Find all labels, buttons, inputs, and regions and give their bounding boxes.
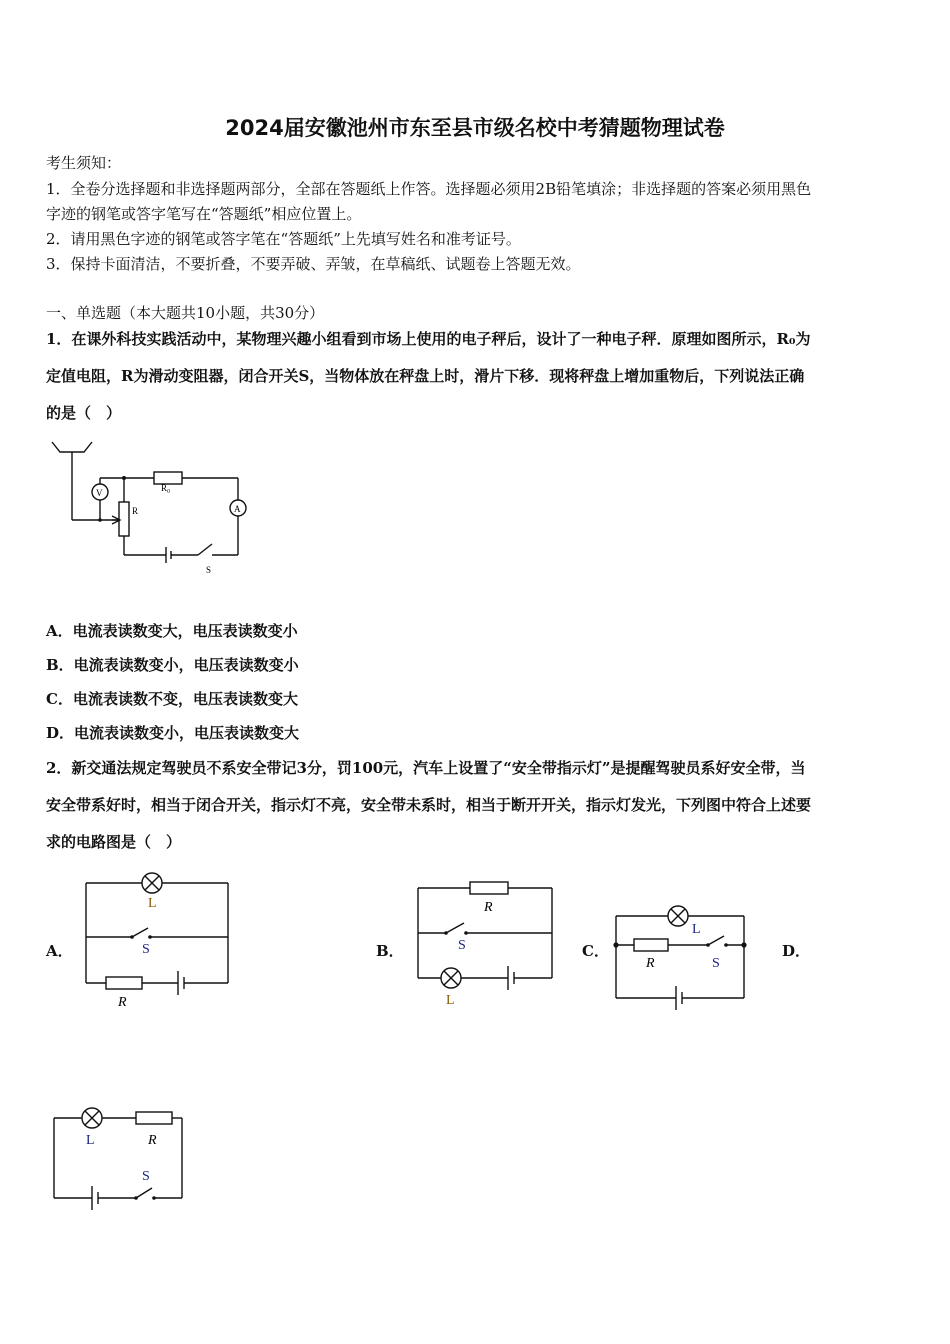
r0-label: R₀	[161, 483, 171, 493]
switch-label: S	[458, 938, 466, 953]
rheostat-r-icon	[119, 502, 129, 536]
notice-item-3: 3．保持卡面清洁，不要折叠，不要弄破、弄皱，在草稿纸、试题卷上答题无效。	[46, 255, 581, 273]
page-title: 2024届安徽池州市东至县市级名校中考猜题物理试卷	[225, 116, 725, 140]
q2-line-3: 求的电路图是（ ）	[46, 833, 182, 851]
resistor-icon	[470, 882, 508, 894]
resistor-label: R	[148, 1133, 157, 1148]
switch-label: S	[206, 565, 212, 575]
q2-option-b-label[interactable]: B．	[376, 942, 404, 960]
q1-option-c[interactable]: C．电流表读数不变，电压表读数变大	[46, 690, 298, 708]
lamp-label: L	[446, 993, 455, 1008]
ammeter-label: A	[234, 504, 241, 514]
switch-icon	[446, 923, 464, 933]
switch-icon	[132, 928, 148, 937]
q1-option-b[interactable]: B．电流表读数变小，电压表读数变小	[46, 656, 299, 674]
q1-option-a[interactable]: A．电流表读数变大，电压表读数变小	[46, 622, 298, 640]
notice-item-1-line-1: 1．全卷分选择题和非选择题两部分，全部在答题纸上作答。选择题必须用2B铅笔填涂；非选择题的答案必须用黑色	[46, 180, 812, 198]
q2-line-2: 安全带系好时，相当于闭合开关，指示灯不亮，安全带未系时，相当于断开开关，指示灯发光，下列图中符合上述要	[46, 796, 812, 814]
notice-heading: 考生须知：	[46, 154, 122, 172]
q2-circuit-d[interactable]	[44, 1098, 194, 1218]
rheostat-label: R	[132, 506, 139, 516]
q1-circuit-diagram	[40, 430, 260, 580]
switch-icon	[708, 936, 724, 945]
voltmeter-label: V	[96, 488, 103, 498]
q2-line-1: 2．新交通法规定驾驶员不系安全带记3分，罚100元，汽车上设置了“安全带指示灯”是提醒驾驶员系好安全带，当	[46, 759, 806, 777]
resistor-label: R	[484, 900, 493, 915]
q1-line-2: 定值电阻，R为滑动变阻器，闭合开关S，当物体放在秤盘上时，滑片下移．现将秤盘上增加重物后，下列说法正确	[46, 367, 805, 385]
resistor-label: R	[118, 995, 127, 1010]
switch-label: S	[142, 1169, 150, 1184]
q2-circuit-a[interactable]	[76, 866, 246, 1012]
resistor-icon	[136, 1112, 172, 1124]
q1-line-3: 的是（ ）	[46, 404, 122, 422]
resistor-icon	[634, 939, 668, 951]
q2-option-c-label[interactable]: C．	[582, 942, 609, 960]
section-heading: 一、单选题（本大题共10小题，共30分）	[46, 304, 325, 322]
resistor-label: R	[646, 956, 655, 971]
switch-label: S	[142, 942, 150, 957]
scale-pan-icon	[52, 442, 92, 452]
notice-item-2: 2．请用黑色字迹的钢笔或答字笔在“答题纸”上先填写姓名和准考证号。	[46, 230, 521, 248]
lamp-label: L	[692, 922, 701, 937]
q2-option-d-label[interactable]: D．	[782, 942, 811, 960]
notice-item-1-line-2: 字迹的钢笔或答字笔写在“答题纸”相应位置上。	[46, 205, 362, 223]
lamp-label: L	[148, 896, 157, 911]
switch-icon	[198, 544, 212, 555]
resistor-icon	[106, 977, 142, 989]
q2-circuit-b[interactable]	[408, 874, 568, 1014]
q2-option-a-label[interactable]: A．	[46, 942, 73, 960]
q1-line-1: 1．在课外科技实践活动中，某物理兴趣小组看到市场上使用的电子秤后，设计了一种电子秤．原理如图所示，R₀为	[46, 330, 811, 348]
switch-icon	[136, 1188, 152, 1198]
q1-option-d[interactable]: D．电流表读数变小，电压表读数变大	[46, 724, 300, 742]
switch-label: S	[712, 956, 720, 971]
lamp-label: L	[86, 1133, 95, 1148]
q2-circuit-c[interactable]	[606, 900, 756, 1010]
